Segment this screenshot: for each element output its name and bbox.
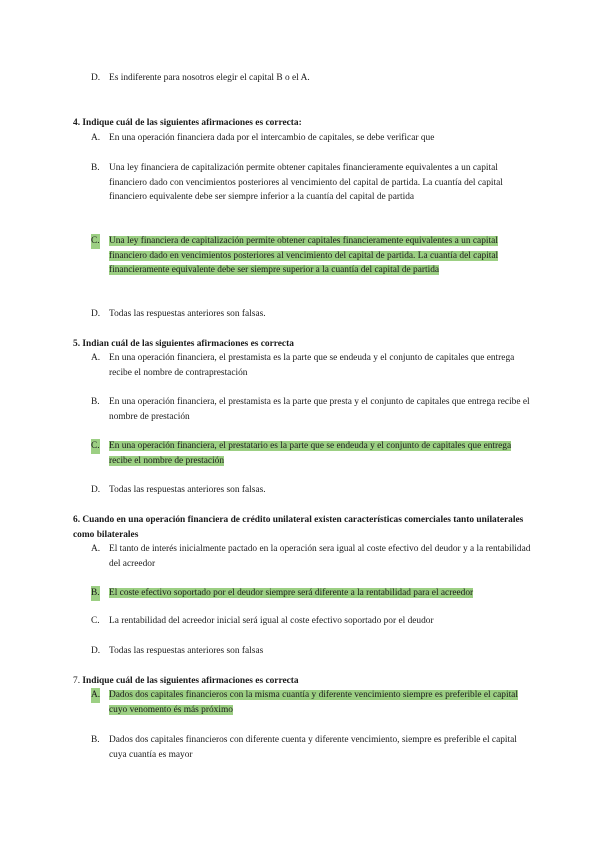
option-letter: B. xyxy=(91,735,100,745)
option-text: En una operación financiera dada por el intercambio de capitales, se debe verificar que xyxy=(109,133,435,143)
option-text: El coste efectivo soportado por el deudor siempre será diferente a la rentabilidad para el acreedor xyxy=(109,588,474,598)
option-letter: A. xyxy=(91,353,101,363)
option-text: Todas las respuestas anteriores son falsas. xyxy=(109,309,266,319)
question-7-title xyxy=(73,674,533,689)
option-text: Dados dos capitales financieros con diferente cuenta y diferente vencimiento, siempre es preferible el capital cuya cuantía es mayor xyxy=(109,735,517,760)
option-text: Todas las respuestas anteriores son falsas. xyxy=(109,485,266,495)
option-letter: D. xyxy=(91,485,101,495)
option-text: Todas las respuestas anteriores son falsas xyxy=(109,646,264,656)
option-letter: A. xyxy=(91,688,100,703)
option-letter: B. xyxy=(91,586,100,601)
question-4-title: 4. Indique cuál de las siguientes afirmaciones es correcta: xyxy=(73,118,302,128)
option-text: La rentabilidad del acreedor inicial será igual al coste efectivo soportado por el deudor xyxy=(109,616,434,626)
question-6-title: 6. Cuando en una operación financiera de crédito unilateral existen características comerciales tanto unilaterales como bilaterales xyxy=(73,515,524,540)
question-number: 7. xyxy=(73,676,81,686)
option-text: Es indiferente para nosotros elegir el capital B o el A. xyxy=(109,73,310,83)
option-text: Dados dos capitales financieros con la misma cuantía y diferente vencimiento siempre es preferible el capital cuyo venomento és más próximo xyxy=(109,690,518,715)
question-5-title: 5. Indian cuál de las siguientes afirmaciones es correcta xyxy=(73,339,294,349)
option-letter: B. xyxy=(91,163,100,173)
option-letter: D. xyxy=(91,73,101,83)
option-letter: B. xyxy=(91,397,100,407)
option-text: El tanto de interés inicialmente pactado en la operación sera igual al coste efectivo del deudor y a la rentabilidad del acreedor xyxy=(109,544,531,569)
option-text: Una ley financiera de capitalización permite obtener capitales financieramente equivalentes a un capital financiero dado con vencimientos posteriores al vencimiento del capital de partida. La cuantía del capital financiero equivalente debe ser siempre inferior a la cuantía del capital de partida xyxy=(109,163,503,203)
option-text: En una operación financiera, el prestamista es la parte que presta y el conjunto de capitales que entrega recibe el nombre de prestación xyxy=(109,397,530,422)
option-text: En una operación financiera, el prestatario es la parte que se endeuda y el conjunto de capitales que entrega recibe el nombre de prestación xyxy=(109,441,512,466)
option-letter: C. xyxy=(91,616,100,626)
option-letter: D. xyxy=(91,646,101,656)
option-letter: A. xyxy=(91,133,101,143)
option-letter: C. xyxy=(91,439,100,454)
option-text: Una ley financiera de capitalización permite obtener capitales financieramente equivalentes a un capital financiero dado en vencimientos posteriores al vencimiento del capital de partida. La cuantía del capital financieramente equivalente debe ser siempre superior a la cuantía del capital de partida xyxy=(109,236,499,276)
option-letter: D. xyxy=(91,309,101,319)
option-letter: A. xyxy=(91,544,101,554)
option-text: En una operación financiera, el prestamista es la parte que se endeuda y el conjunto de capitales que entrega recibe el nombre de contraprestación xyxy=(109,353,515,378)
option-letter: C. xyxy=(91,234,100,249)
question-text: Indique cuál de las siguientes afirmaciones es correcta xyxy=(82,676,299,686)
